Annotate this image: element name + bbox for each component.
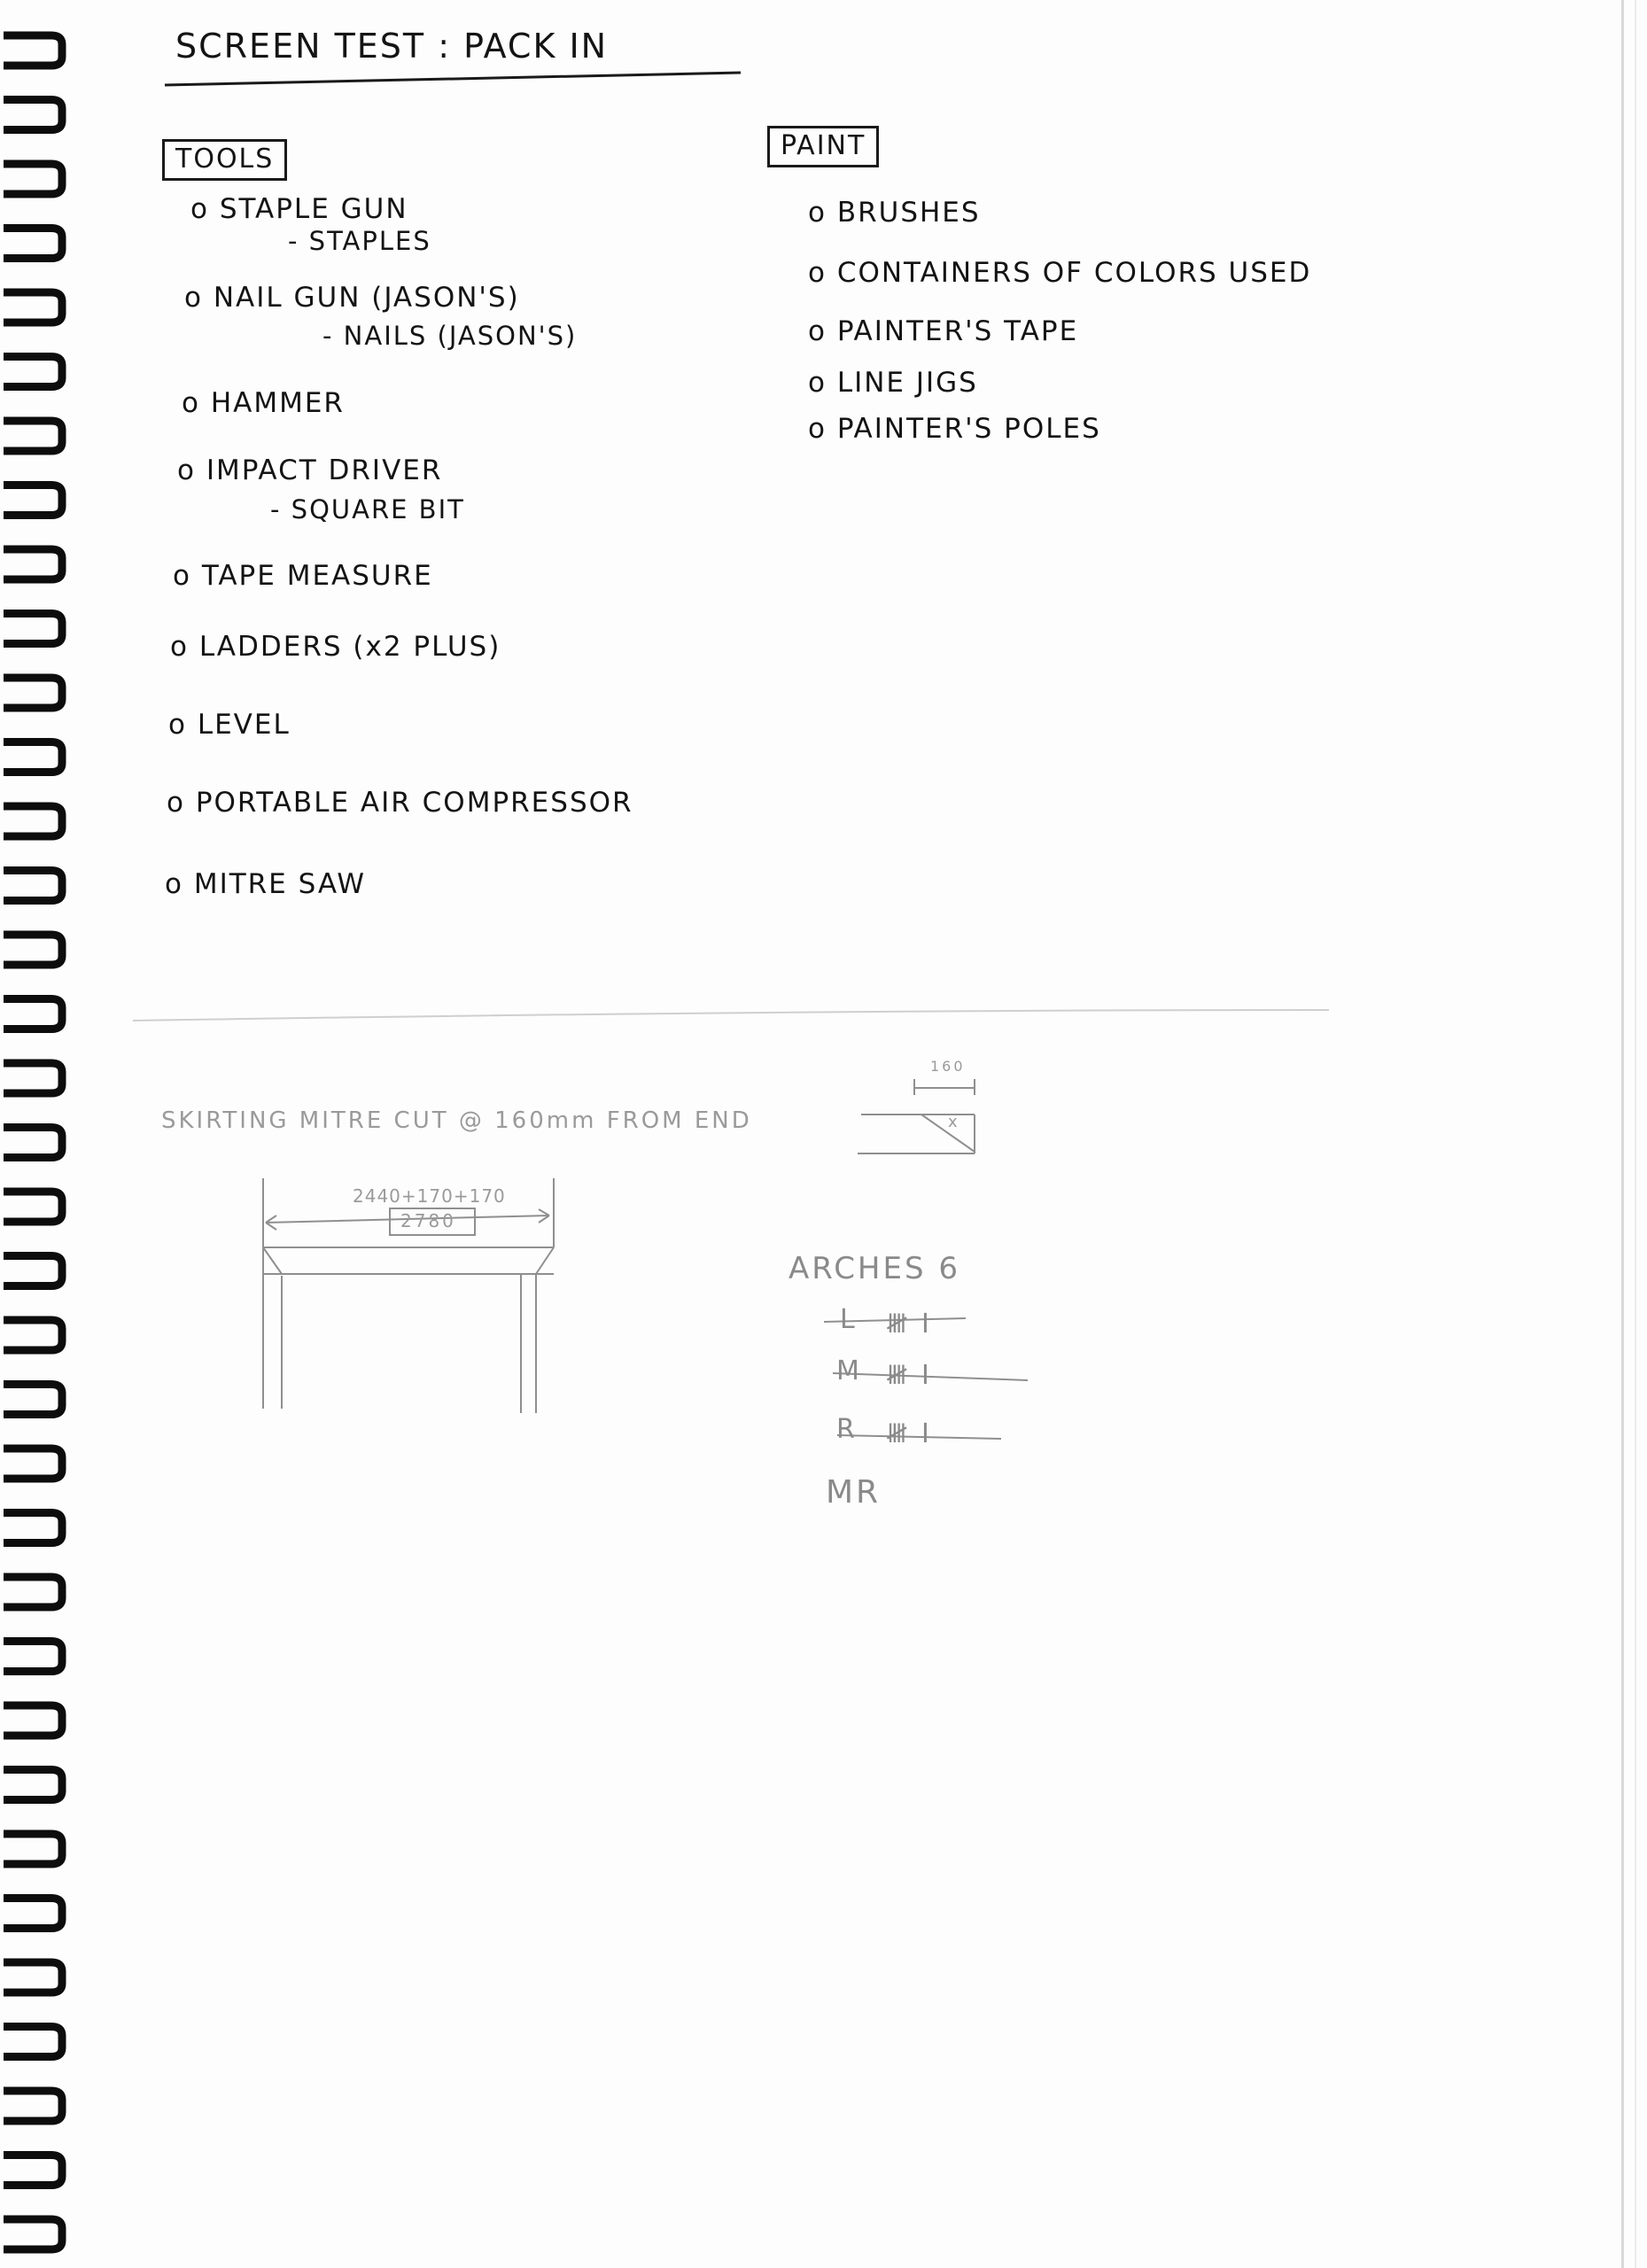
arches-row-tally: 𝍸 I [886, 1418, 932, 1449]
tool-item: o MITRE SAW [165, 868, 367, 900]
arches-row-tally: 𝍸 I [886, 1309, 932, 1340]
tool-item: o HAMMER [182, 387, 345, 419]
tool-item: o IMPACT DRIVER [177, 454, 443, 486]
skirting-note: SKIRTING MITRE CUT @ 160mm FROM END [161, 1107, 752, 1134]
paint-item: o PAINTER'S POLES [808, 413, 1101, 445]
paint-heading: PAINT [767, 126, 879, 167]
arches-row-tally: 𝍸 I [886, 1360, 932, 1391]
frame-total: 2780 [400, 1210, 456, 1231]
tool-item: o STAPLE GUN [190, 193, 408, 225]
arches-extra: MR [826, 1474, 882, 1511]
mitre-dimension: 160 [930, 1058, 966, 1075]
arches-row-label: M [836, 1355, 862, 1386]
paint-item: o LINE JIGS [808, 367, 978, 399]
tool-item: o LADDERS (x2 PLUS) [170, 631, 501, 663]
frame-calc: 2440+170+170 [353, 1185, 506, 1207]
tool-item: o TAPE MEASURE [173, 560, 433, 592]
mitre-mark: x [948, 1113, 960, 1131]
arches-row-label: R [836, 1414, 858, 1445]
paint-item: o BRUSHES [808, 197, 981, 229]
page-title: SCREEN TEST : PACK IN [175, 27, 609, 66]
arches-row-label: L [840, 1304, 858, 1335]
arches-title: ARCHES 6 [789, 1251, 960, 1286]
tools-heading: TOOLS [162, 139, 287, 181]
tool-subitem: - NAILS (JASON'S) [322, 321, 578, 351]
paint-item: o CONTAINERS OF COLORS USED [808, 257, 1312, 289]
tool-subitem: - STAPLES [288, 226, 431, 256]
tool-subitem: - SQUARE BIT [270, 494, 465, 524]
tool-item: o PORTABLE AIR COMPRESSOR [167, 787, 633, 819]
paint-item: o PAINTER'S TAPE [808, 315, 1079, 347]
tool-item: o NAIL GUN (JASON'S) [184, 282, 520, 314]
tool-item: o LEVEL [168, 709, 291, 741]
